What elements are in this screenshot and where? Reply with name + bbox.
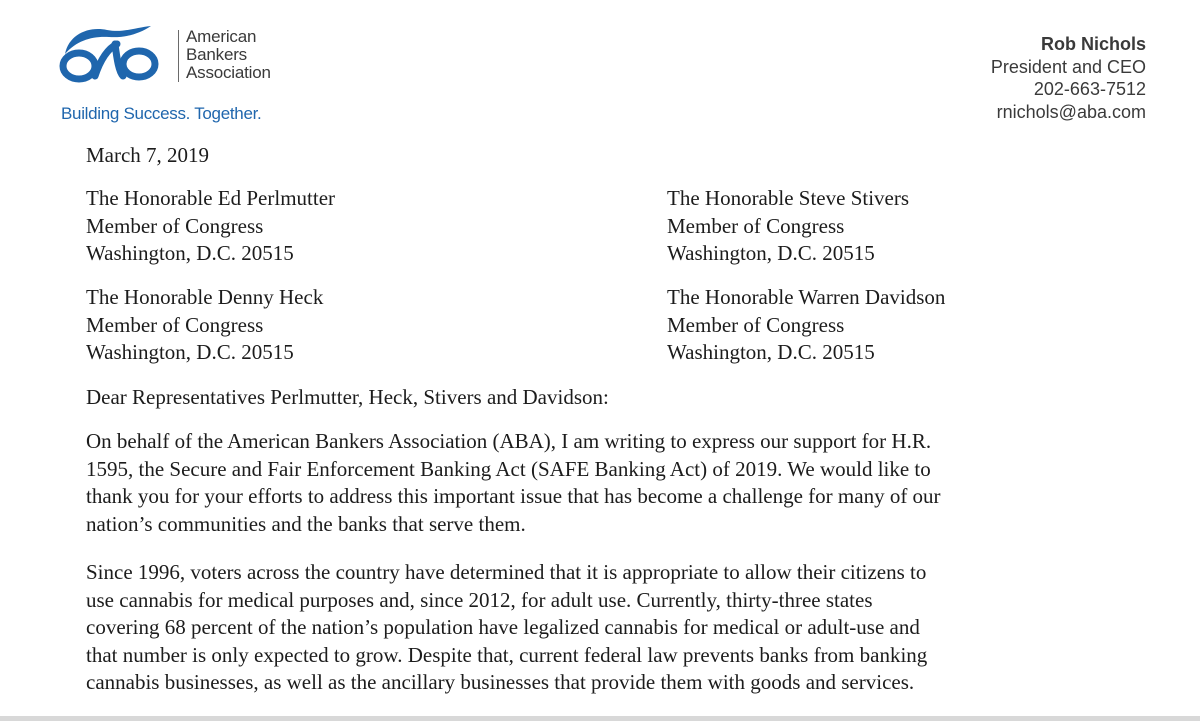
recipient-role: Member of Congress bbox=[667, 312, 845, 337]
recipient-role: Member of Congress bbox=[86, 213, 264, 238]
letter-date: March 7, 2019 bbox=[86, 143, 210, 167]
recipient-role: Member of Congress bbox=[86, 312, 264, 337]
paragraph-line: On behalf of the American Bankers Association (ABA), I am writing to express our support for H.R. bbox=[86, 429, 932, 453]
sender-title: President and CEO bbox=[990, 56, 1146, 77]
org-name-line: Association bbox=[186, 63, 271, 82]
body-paragraph bbox=[86, 559, 927, 697]
sender-name: Rob Nichols bbox=[1040, 34, 1146, 54]
recipient-address: Washington, D.C. 20515 bbox=[86, 340, 294, 364]
recipient-block bbox=[86, 185, 335, 268]
paragraph-line: 1595, the Secure and Fair Enforcement Banking Act (SAFE Banking Act) of 2019. We would like to bbox=[86, 456, 931, 481]
paragraph-line: use cannabis for medical purposes and, since 2012, for adult use. Currently, thirty-three states bbox=[86, 587, 873, 612]
recipient-role: Member of Congress bbox=[667, 213, 845, 238]
recipient-address: Washington, D.C. 20515 bbox=[667, 241, 875, 265]
paragraph-line: Since 1996, voters across the country have determined that it is appropriate to allow their citizens to bbox=[86, 560, 927, 584]
recipient-name: The Honorable Steve Stivers bbox=[667, 186, 910, 210]
paragraph-line: cannabis businesses, as well as the ancillary businesses that provide them with goods and services. bbox=[86, 670, 915, 694]
paragraph-line: nation’s communities and the banks that serve them. bbox=[86, 511, 526, 536]
recipient-block bbox=[667, 284, 945, 367]
recipient-name: The Honorable Ed Perlmutter bbox=[86, 186, 336, 210]
body-paragraph bbox=[86, 428, 941, 538]
recipient-address: Washington, D.C. 20515 bbox=[86, 241, 294, 265]
recipient-name: The Honorable Denny Heck bbox=[86, 285, 324, 309]
paragraph-line: thank you for your efforts to address this important issue that has become a challenge for many of our bbox=[86, 484, 941, 508]
aba-logo-icon bbox=[55, 24, 165, 86]
paragraph-line: covering 68 percent of the nation’s population have legalized cannabis for medical or adult-use and bbox=[86, 615, 920, 639]
tagline: Building Success. Together. bbox=[61, 104, 262, 123]
paragraph-line: that number is only expected to grow. Despite that, current federal law prevents banks from banking bbox=[86, 642, 928, 667]
recipient-address: Washington, D.C. 20515 bbox=[667, 340, 875, 364]
salutation: Dear Representatives Perlmutter, Heck, Stivers and Davidson: bbox=[86, 385, 609, 409]
logo-divider bbox=[178, 30, 179, 82]
sender-phone: 202-663-7512 bbox=[1033, 79, 1146, 99]
recipient-block bbox=[667, 185, 909, 268]
recipient-block bbox=[86, 284, 323, 367]
page-bottom-edge bbox=[0, 716, 1200, 721]
org-name-line: Bankers bbox=[186, 45, 247, 64]
org-name-line: American bbox=[186, 27, 257, 46]
recipient-name: The Honorable Warren Davidson bbox=[667, 285, 946, 309]
org-name bbox=[186, 28, 271, 82]
sender-email[interactable]: rnichols@aba.com bbox=[996, 101, 1146, 122]
sender-block bbox=[991, 33, 1146, 123]
